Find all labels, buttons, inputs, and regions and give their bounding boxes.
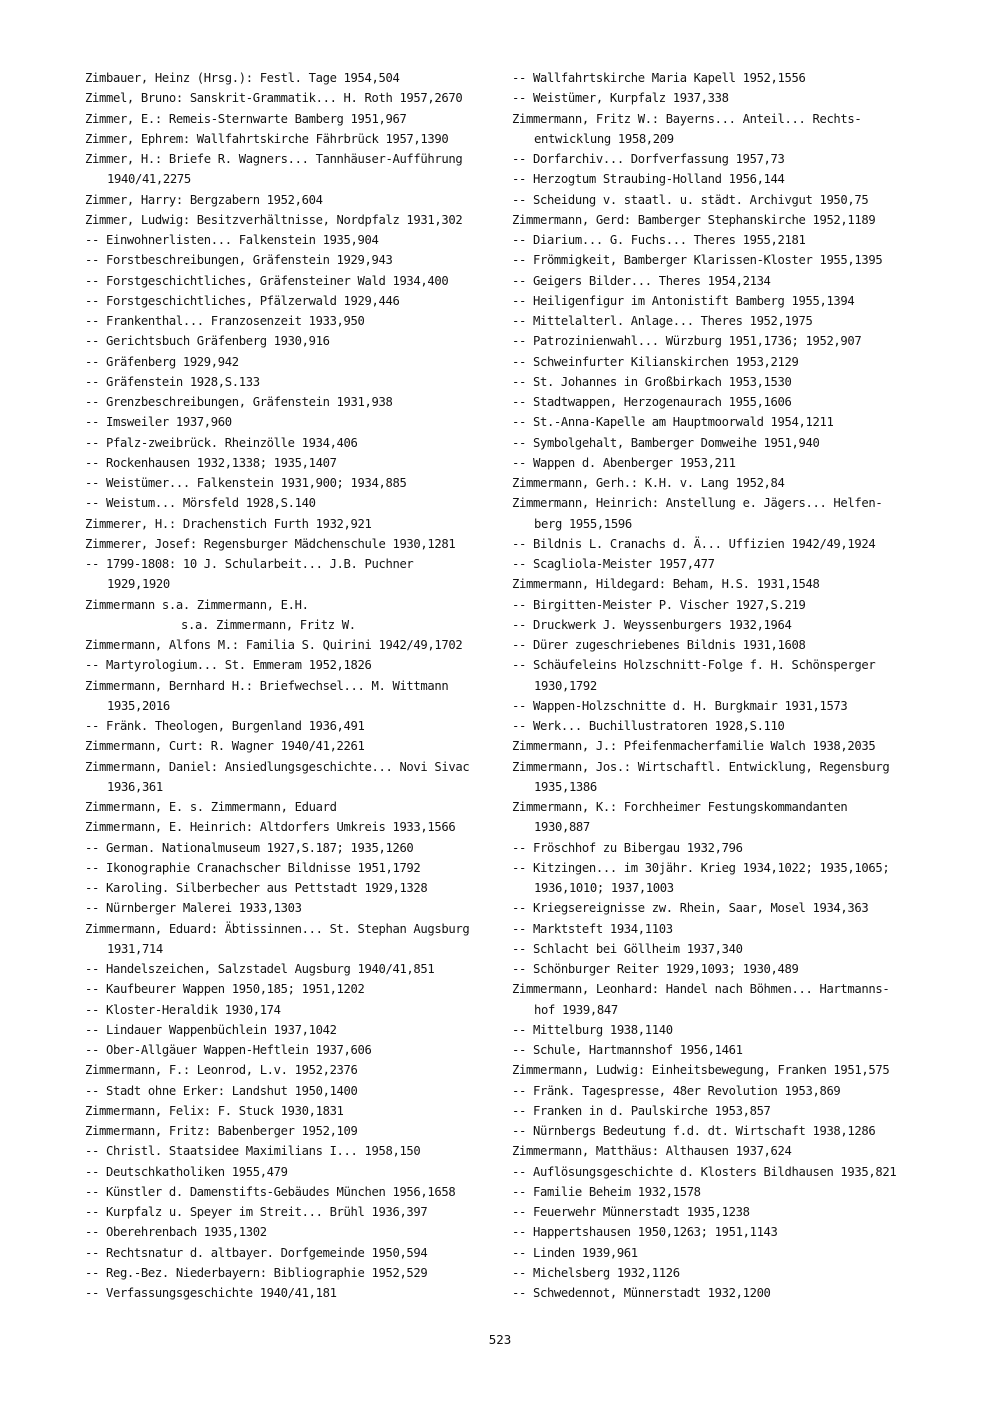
index-entry: -- Kurpfalz u. Speyer im Streit... Brühl 1936,397 xyxy=(85,1205,428,1219)
index-entry: Zimmermann, E. s. Zimmermann, Eduard xyxy=(85,800,337,814)
index-entry: -- Dürer zugeschriebenes Bildnis 1931,1608 xyxy=(512,638,806,652)
index-entry: -- Frankenthal... Franzosenzeit 1933,950 xyxy=(85,314,365,328)
index-entry: -- Stadt ohne Erker: Landshut 1950,1400 xyxy=(85,1083,358,1098)
index-entry: -- Werk... Buchillustratoren 1928,S.110 xyxy=(512,719,785,733)
index-entry: -- Oberehrenbach 1935,1302 xyxy=(85,1225,267,1240)
index-entry: -- Michelsberg 1932,1126 xyxy=(512,1265,680,1280)
index-entry: -- Mittelalterl. Anlage... Theres 1952,1975 xyxy=(512,314,813,328)
index-entry: -- German. Nationalmuseum 1927,S.187; 1935,1260 xyxy=(85,840,414,855)
index-entry: Zimmer, E.: Remeis-Sternwarte Bamberg 1951,967 xyxy=(85,111,407,126)
index-entry: Zimmermann, Felix: F. Stuck 1930,1831 xyxy=(85,1103,344,1118)
index-entry: Zimmermann, Jos.: Wirtschaftl. Entwicklung, Regensburg xyxy=(512,759,890,774)
index-entry: -- Rechtsnatur d. altbayer. Dorfgemeinde 1950,594 xyxy=(85,1245,428,1260)
index-entry: -- Dorfarchiv... Dorfverfassung 1957,73 xyxy=(512,152,785,166)
index-entry: -- Kloster-Heraldik 1930,174 xyxy=(85,1002,281,1017)
index-entry: -- Schweinfurter Kilianskirchen 1953,2129 xyxy=(512,354,799,369)
index-entry: s.a. Zimmermann, Fritz W. xyxy=(181,617,356,632)
index-entry: Zimmel, Bruno: Sanskrit-Grammatik... H. Roth 1957,2670 xyxy=(85,91,463,106)
index-entry: -- Nürnberger Malerei 1933,1303 xyxy=(85,901,302,916)
index-entry: -- Kriegsereignisse zw. Rhein, Saar, Mosel 1934,363 xyxy=(512,901,869,916)
index-entry: -- Kitzingen... im 30jähr. Krieg 1934,1022; 1935,1065; xyxy=(512,860,890,875)
index-entry: -- Forstgeschichtliches, Gräfensteiner Wald 1934,400 xyxy=(85,273,449,288)
index-entry: -- Linden 1939,961 xyxy=(512,1245,638,1260)
index-entry: -- Weistümer, Kurpfalz 1937,338 xyxy=(512,91,729,106)
index-entry: Zimmermann, K.: Forchheimer Festungskommandanten xyxy=(512,800,848,814)
index-entry: -- Wappen-Holzschnitte d. H. Burgkmair 1931,1573 xyxy=(512,698,848,713)
index-entry: Zimmer, H.: Briefe R. Wagners... Tannhäuser-Aufführung xyxy=(85,152,463,166)
index-entry: Zimmermann, Heinrich: Anstellung e. Jägers... Helfen- xyxy=(512,496,883,511)
index-entry: Zimmermann, J.: Pfeifenmacherfamilie Walch 1938,2035 xyxy=(512,739,876,754)
index-entry: Zimmermann, Daniel: Ansiedlungsgeschichte... Novi Sivac xyxy=(85,759,470,774)
index-entry: -- Frömmigkeit, Bamberger Klarissen-Kloster 1955,1395 xyxy=(512,253,883,268)
right-column xyxy=(512,68,922,1303)
index-entry: -- Christl. Staatsidee Maximilians I... 1958,150 xyxy=(85,1144,421,1159)
index-entry: -- Künstler d. Damenstifts-Gebäudes München 1956,1658 xyxy=(85,1184,456,1199)
index-entry: Zimbauer, Heinz (Hrsg.): Festl. Tage 1954,504 xyxy=(85,71,400,85)
index-entry: -- Rockenhausen 1932,1338; 1935,1407 xyxy=(85,455,337,470)
index-entry: -- Verfassungsgeschichte 1940/41,181 xyxy=(85,1286,337,1300)
index-entry: -- Deutschkatholiken 1955,479 xyxy=(85,1164,288,1179)
index-entry: -- Gräfenstein 1928,S.133 xyxy=(85,374,260,389)
index-entry: 1935,2016 xyxy=(107,698,170,713)
index-entry: -- Marktsteft 1934,1103 xyxy=(512,921,673,936)
index-entry: -- Handelszeichen, Salzstadel Augsburg 1940/41,851 xyxy=(85,962,435,976)
index-entry: Zimmerer, Josef: Regensburger Mädchenschule 1930,1281 xyxy=(85,536,456,551)
index-entry: -- Schönburger Reiter 1929,1093; 1930,489 xyxy=(512,962,799,976)
index-entry: -- Happertshausen 1950,1263; 1951,1143 xyxy=(512,1225,778,1240)
index-entry: -- Bildnis L. Cranachs d. Ä... Uffizien 1942/49,1924 xyxy=(512,536,876,551)
index-entry: Zimmermann, Alfons M.: Familia S. Quirini 1942/49,1702 xyxy=(85,638,463,652)
index-entry: Zimmermann, Ludwig: Einheitsbewegung, Franken 1951,575 xyxy=(512,1063,890,1078)
index-entry: -- Familie Beheim 1932,1578 xyxy=(512,1184,701,1199)
index-entry: -- Stadtwappen, Herzogenaurach 1955,1606 xyxy=(512,395,792,409)
index-entry: Zimmer, Ephrem: Wallfahrtskirche Fährbrück 1957,1390 xyxy=(85,131,449,146)
index-entry: -- Karoling. Silberbecher aus Pettstadt 1929,1328 xyxy=(85,881,428,895)
index-entry: -- Druckwerk J. Weyssenburgers 1932,1964 xyxy=(512,617,792,632)
index-entry: Zimmermann, E. Heinrich: Altdorfers Umkreis 1933,1566 xyxy=(85,820,456,835)
index-entry: hof 1939,847 xyxy=(534,1002,618,1017)
index-entry: -- Heiligenfigur im Antonistift Bamberg 1955,1394 xyxy=(512,293,855,308)
index-entry: -- Fränk. Tagespresse, 48er Revolution 1953,869 xyxy=(512,1083,841,1098)
index-entry: 1930,887 xyxy=(534,820,590,835)
index-entry: -- Schlacht bei Göllheim 1937,340 xyxy=(512,941,743,956)
index-entry: -- St.-Anna-Kapelle am Hauptmoorwald 1954,1211 xyxy=(512,415,834,430)
index-entry: berg 1955,1596 xyxy=(534,516,632,531)
index-entry: Zimmermann, Fritz W.: Bayerns... Anteil... Rechts- xyxy=(512,111,862,126)
index-entry: -- Geigers Bilder... Theres 1954,2134 xyxy=(512,273,771,288)
index-entry: -- Scagliola-Meister 1957,477 xyxy=(512,557,715,571)
index-entry: Zimmerer, H.: Drachenstich Furth 1932,921 xyxy=(85,516,372,531)
index-entry: Zimmer, Ludwig: Besitzverhältnisse, Nordpfalz 1931,302 xyxy=(85,212,463,227)
index-entry: Zimmermann, Matthäus: Althausen 1937,624 xyxy=(512,1144,792,1159)
index-entry: -- Wallfahrtskirche Maria Kapell 1952,1556 xyxy=(512,71,806,85)
index-entry: Zimmer, Harry: Bergzabern 1952,604 xyxy=(85,192,323,207)
index-entry: -- 1799-1808: 10 J. Schularbeit... J.B. Puchner xyxy=(85,557,414,571)
index-entry: Zimmermann s.a. Zimmermann, E.H. xyxy=(85,597,309,612)
page-number: 523 xyxy=(488,1332,512,1347)
index-entry: -- Nürnbergs Bedeutung f.d. dt. Wirtschaft 1938,1286 xyxy=(512,1124,876,1138)
index-entry: Zimmermann, Fritz: Babenberger 1952,109 xyxy=(85,1124,358,1138)
index-entry: -- Forstgeschichtliches, Pfälzerwald 1929,446 xyxy=(85,293,400,308)
index-entry: Zimmermann, Bernhard H.: Briefwechsel... M. Wittmann xyxy=(85,678,449,693)
index-entry: -- Martyrologium... St. Emmeram 1952,1826 xyxy=(85,658,372,673)
index-entry: 1935,1386 xyxy=(534,779,597,794)
index-entry: -- Symbolgehalt, Bamberger Domweihe 1951,940 xyxy=(512,435,820,450)
index-entry: -- Birgitten-Meister P. Vischer 1927,S.219 xyxy=(512,597,806,612)
index-entry: -- Gerichtsbuch Gräfenberg 1930,916 xyxy=(85,334,330,349)
index-entry: Zimmermann, Curt: R. Wagner 1940/41,2261 xyxy=(85,739,365,754)
index-entry: -- Schule, Hartmannshof 1956,1461 xyxy=(512,1043,743,1057)
index-entry: -- Schwedennot, Münnerstadt 1932,1200 xyxy=(512,1286,771,1300)
index-entry: -- Schäufeleins Holzschnitt-Folge f. H. Schönsperger xyxy=(512,658,876,673)
left-column xyxy=(85,68,500,1303)
index-entry: -- Lindauer Wappenbüchlein 1937,1042 xyxy=(85,1022,337,1037)
index-entry: -- Ikonographie Cranachscher Bildnisse 1951,1792 xyxy=(85,860,421,875)
index-entry: Zimmermann, Hildegard: Beham, H.S. 1931,1548 xyxy=(512,577,820,592)
index-entry: -- Weistümer... Falkenstein 1931,900; 1934,885 xyxy=(85,476,407,490)
index-entry: 1940/41,2275 xyxy=(107,172,191,187)
index-entry: -- Weistum... Mörsfeld 1928,S.140 xyxy=(85,496,316,511)
index-entry: -- Fränk. Theologen, Burgenland 1936,491 xyxy=(85,719,365,733)
index-entry: -- Patrozinienwahl... Würzburg 1951,1736; 1952,907 xyxy=(512,334,862,349)
index-entry: -- Reg.-Bez. Niederbayern: Bibliographie 1952,529 xyxy=(85,1265,428,1280)
index-entry: -- Einwohnerlisten... Falkenstein 1935,904 xyxy=(85,233,379,247)
index-entry: -- Diarium... G. Fuchs... Theres 1955,2181 xyxy=(512,233,806,247)
index-entry: Zimmermann, Eduard: Äbtissinnen... St. Stephan Augsburg xyxy=(85,921,470,936)
index-entry: -- Herzogtum Straubing-Holland 1956,144 xyxy=(512,172,785,187)
index-entry: -- Pfalz-zweibrück. Rheinzölle 1934,406 xyxy=(85,435,358,450)
index-entry: -- Grenzbeschreibungen, Gräfenstein 1931,938 xyxy=(85,395,393,409)
index-entry: -- Wappen d. Abenberger 1953,211 xyxy=(512,455,736,470)
index-entry: Zimmermann, Gerh.: K.H. v. Lang 1952,84 xyxy=(512,476,785,490)
index-entry: 1931,714 xyxy=(107,941,163,956)
index-entry: Zimmermann, Gerd: Bamberger Stephanskirche 1952,1189 xyxy=(512,212,876,227)
index-entry: -- Fröschhof zu Bibergau 1932,796 xyxy=(512,840,743,855)
index-entry: -- Franken in d. Paulskirche 1953,857 xyxy=(512,1103,771,1118)
index-entry: -- Scheidung v. staatl. u. städt. Archivgut 1950,75 xyxy=(512,192,869,207)
index-entry: -- St. Johannes in Großbirkach 1953,1530 xyxy=(512,374,792,389)
index-entry: -- Forstbeschreibungen, Gräfenstein 1929,943 xyxy=(85,253,393,268)
index-entry: -- Feuerwehr Münnerstadt 1935,1238 xyxy=(512,1205,750,1219)
index-entry: 1930,1792 xyxy=(534,678,597,693)
index-entry: -- Kaufbeurer Wappen 1950,185; 1951,1202 xyxy=(85,982,365,997)
index-entry: 1936,1010; 1937,1003 xyxy=(534,881,674,895)
index-entry: Zimmermann, F.: Leonrod, L.v. 1952,2376 xyxy=(85,1063,358,1078)
index-entry: 1929,1920 xyxy=(107,577,170,592)
index-entry: -- Imsweiler 1937,960 xyxy=(85,415,232,430)
index-entry: Zimmermann, Leonhard: Handel nach Böhmen... Hartmanns- xyxy=(512,982,890,997)
index-entry: entwicklung 1958,209 xyxy=(534,131,674,146)
index-entry: 1936,361 xyxy=(107,779,163,794)
index-entry: -- Auflösungsgeschichte d. Klosters Bildhausen 1935,821 xyxy=(512,1164,897,1179)
index-entry: -- Gräfenberg 1929,942 xyxy=(85,354,239,369)
index-entry: -- Ober-Allgäuer Wappen-Heftlein 1937,606 xyxy=(85,1043,372,1057)
index-entry: -- Mittelburg 1938,1140 xyxy=(512,1022,673,1037)
